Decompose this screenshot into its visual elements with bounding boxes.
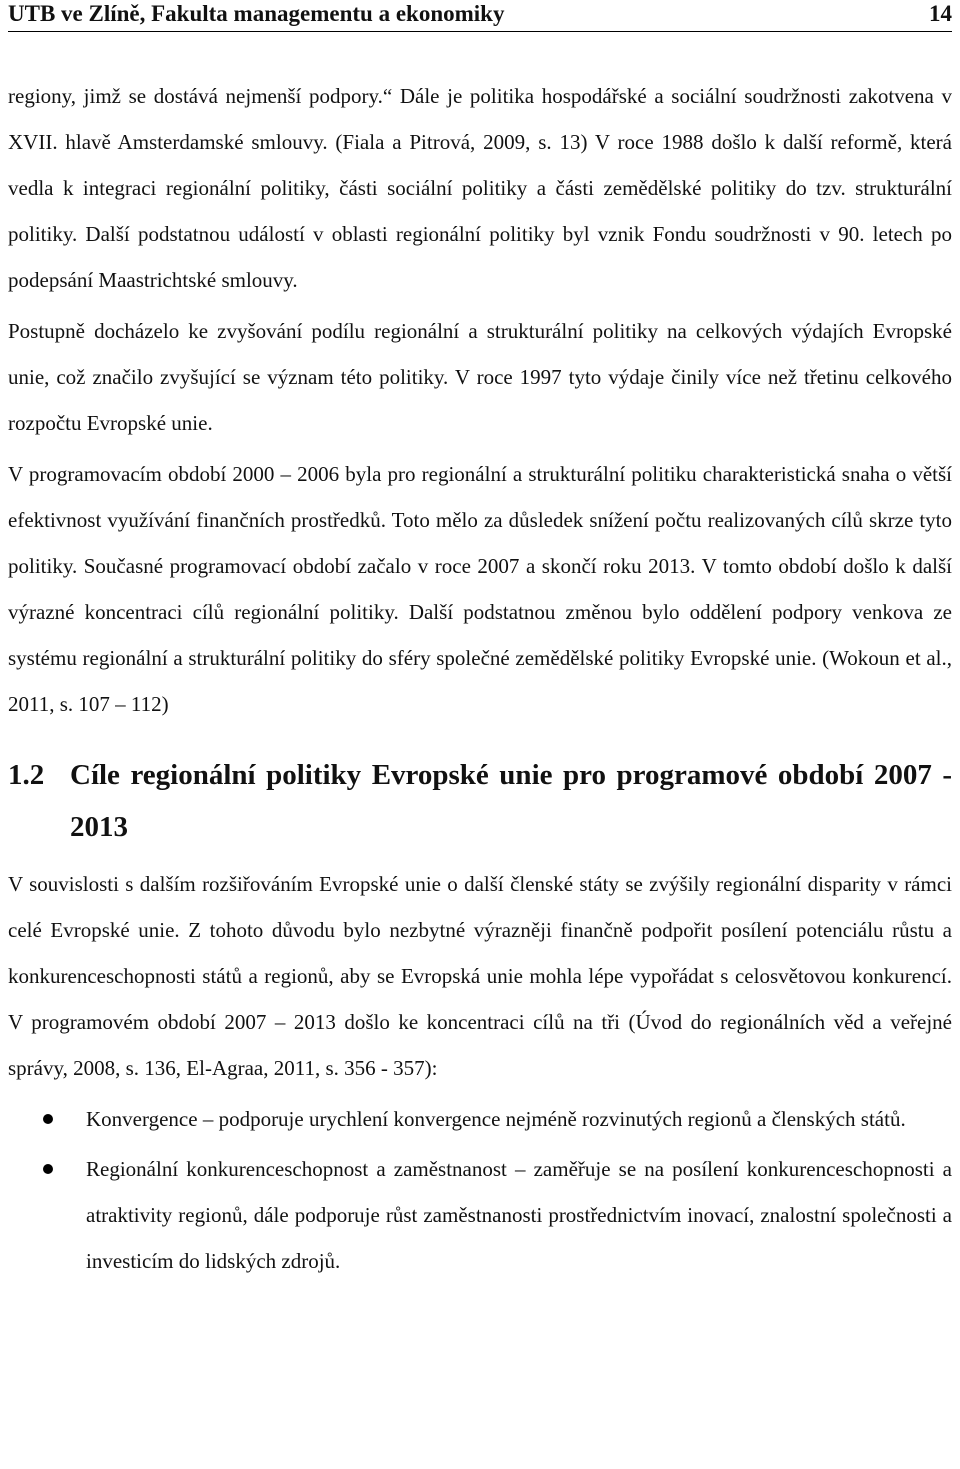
bullet-list — [8, 1096, 952, 1284]
paragraph: Postupně docházelo ke zvyšování podílu regionální a strukturální politiky na celkových výdajích Evropské unie, což značilo zvyšující se význam této politiky. V roce 1997 tyto výdaje činily více než třetinu celkového rozpočtu Evropské unie. — [8, 319, 952, 435]
paragraph: V souvislosti s dalším rozšiřováním Evropské unie o další členské státy se zvýšily regionální disparity v rámci celé Evropské unie. Z tohoto důvodu bylo nezbytné výrazněji finančně podpořit posílení potenciálu růstu a konkurenceschopnosti států a regionů, aby se Evropská unie mohla lépe vypořádat s celosvětovou konkurencí. V programovém období 2007 – 2013 došlo ke koncentraci cílů na tři (Úvod do regionálních věd a veřejné správy, 2008, s. 136, El-Agraa, 2011, s. 356 - 357): — [8, 872, 952, 1080]
page-header — [8, 0, 952, 32]
list-item-text: Konvergence – podporuje urychlení konvergence nejméně rozvinutých regionů a členských států. — [86, 1107, 906, 1131]
list-item-text: Regionální konkurenceschopnost a zaměstnanost – zaměřuje se na posílení konkurenceschopnosti a atraktivity regionů, dále podporuje růst zaměstnanosti prostřednictvím inovací, znalostní společnosti a investicím do lidských zdrojů. — [86, 1157, 952, 1273]
section-heading — [8, 749, 952, 853]
bullet-icon — [43, 1114, 53, 1124]
header-title: UTB ve Zlíně, Fakulta managementu a ekonomiky — [8, 1, 505, 26]
list-item — [8, 1146, 952, 1284]
paragraph: regiony, jimž se dostává nejmenší podpory.“ Dále je politika hospodářské a sociální soudržnosti zakotvena v XVII. hlavě Amsterdamské smlouvy. (Fiala a Pitrová, 2009, s. 13) V roce 1988 došlo k další reformě, která vedla k integraci regionální politiky, části sociální politiky a části zemědělské politiky do tzv. strukturální politiky. Další podstatnou událostí v oblasti regionální politiky byl vznik Fondu soudržnosti v 90. letech po podepsání Maastrichtské smlouvy. — [8, 84, 952, 292]
page-content — [8, 73, 952, 1288]
list-item — [8, 1096, 952, 1142]
paragraph: V programovacím období 2000 – 2006 byla pro regionální a strukturální politiku charakteristická snaha o větší efektivnost využívání finančních prostředků. Toto mělo za důsledek snížení počtu realizovaných cílů skrze tyto politiky. Současné programovací období začalo v roce 2007 a skončí roku 2013. V tomto období došlo k další výrazné koncentraci cílů regionální politiky. Další podstatnou změnou bylo oddělení podpory venkova ze systému regionální a strukturální politiky do sféry společné zemědělské politiky Evropské unie. (Wokoun et al., 2011, s. 107 – 112) — [8, 462, 952, 716]
page-number: 14 — [929, 1, 952, 26]
section-number: 1.2 — [8, 759, 45, 791]
section-title: Cíle regionální politiky Evropské unie pro programové období 2007 - 2013 — [70, 759, 952, 843]
bullet-icon — [43, 1164, 53, 1174]
